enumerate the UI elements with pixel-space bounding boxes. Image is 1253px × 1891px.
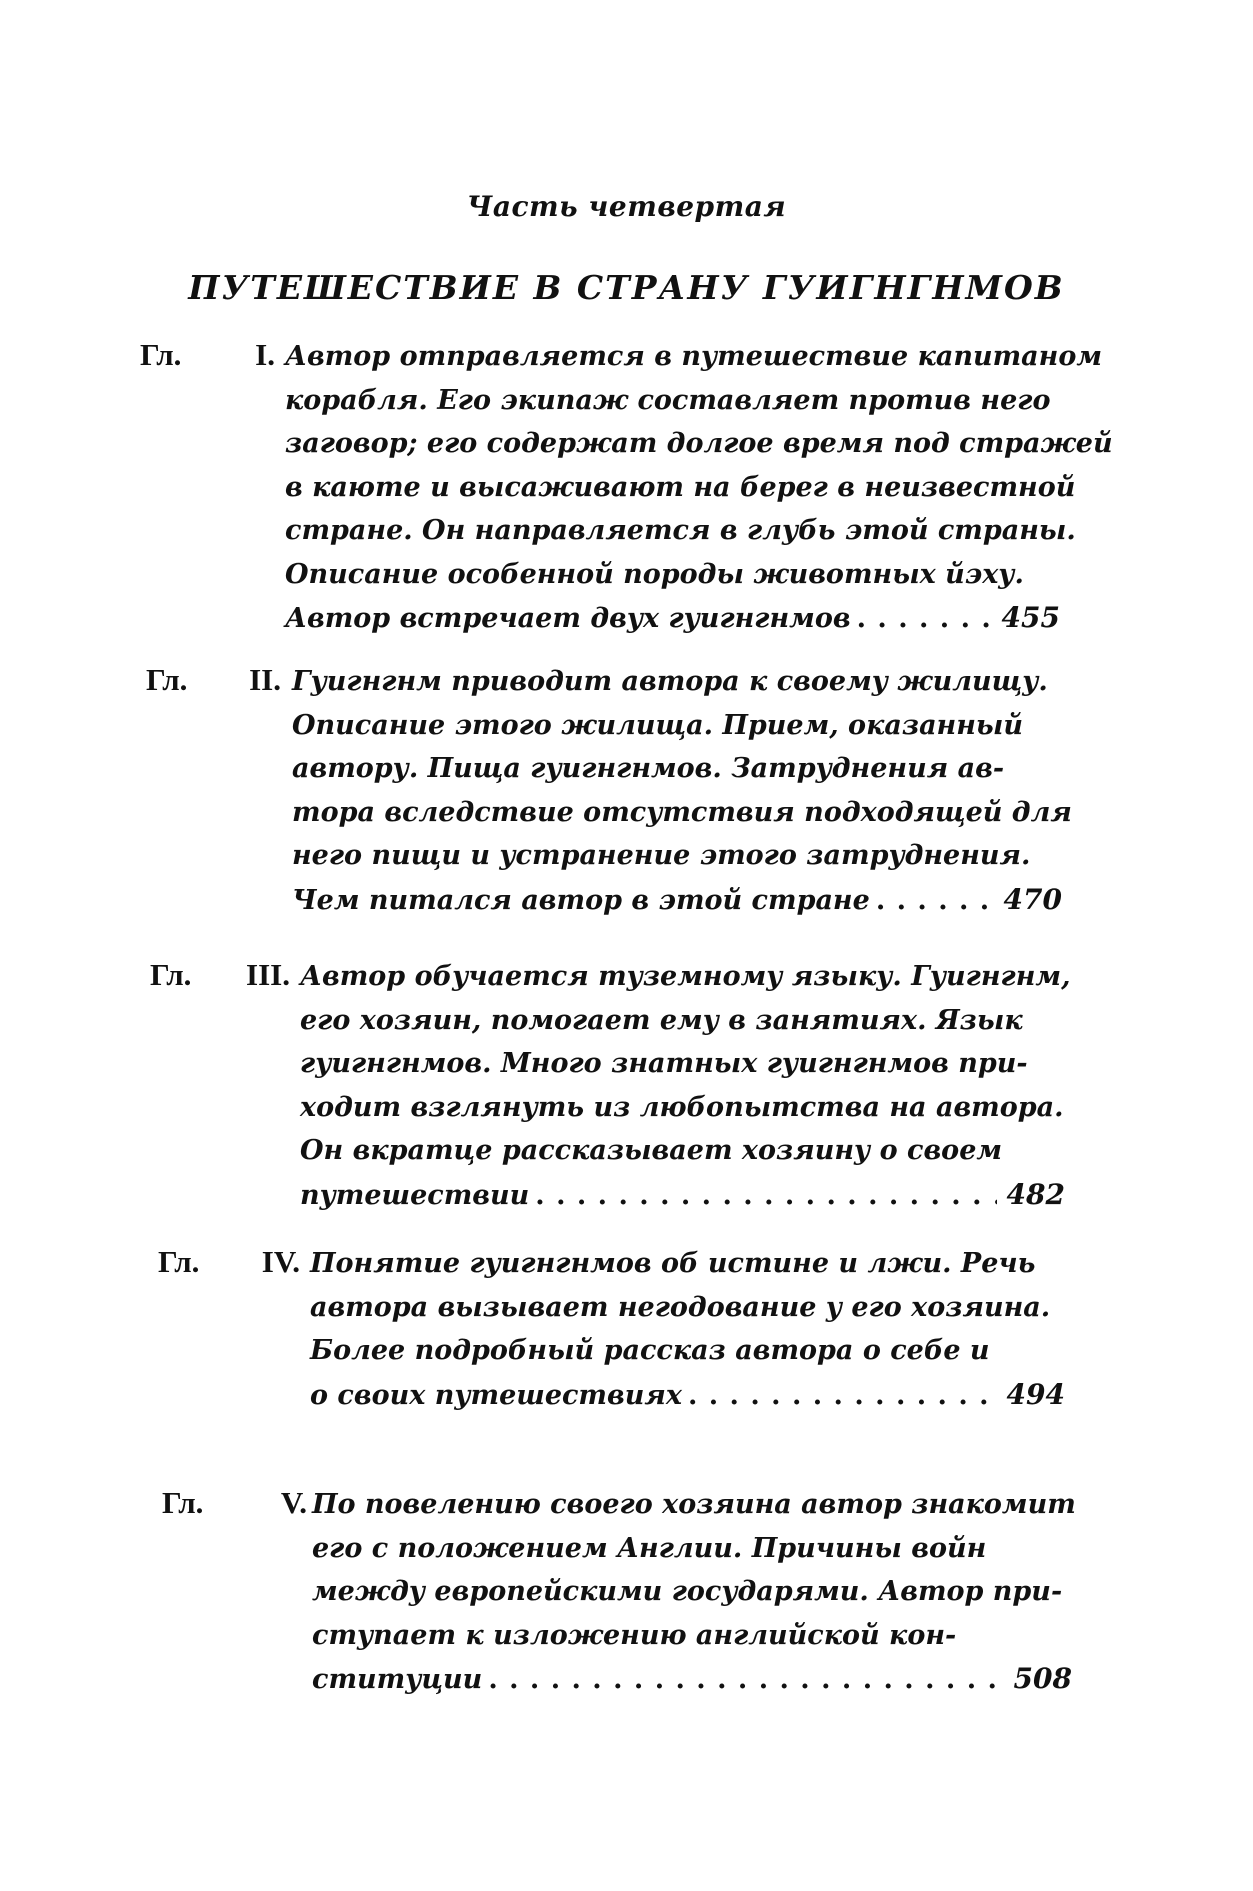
chapter-number: V. [280, 1485, 307, 1520]
summary-line: путешествии [300, 1179, 530, 1211]
summary-line: Чем питался автор в этой стране [292, 884, 870, 916]
chapter-number: III. [246, 957, 290, 992]
summary-last-line [312, 1657, 1072, 1702]
summary-line: гуигнгнмов. Много знатных гуигнгнмов при- [300, 1048, 1028, 1079]
summary-line: Автор встречает двух гуигнгнмов [285, 603, 851, 634]
summary-line: в каюте и высаживают на берег в неизвестной [285, 471, 1076, 503]
summary-line: него пищи и устранение этого затруднения. [292, 840, 1031, 871]
chapter-number: IV. [261, 1244, 300, 1279]
summary-line: заговор; его содержат долгое время под стражей [285, 428, 1113, 459]
dot-leader [488, 1658, 1003, 1702]
dot-leader [688, 1374, 997, 1418]
summary-last-line [292, 878, 1062, 923]
summary-line: ступает к изложению английской кон- [312, 1619, 957, 1651]
dot-leader [535, 1174, 996, 1218]
chapter-number: II. [249, 662, 281, 697]
summary-line: автору. Пища гуигнгнмов. Затруднения ав- [292, 753, 1005, 784]
dot-leader [857, 597, 992, 641]
summary-line: о своих путешествиях [310, 1379, 682, 1411]
summary-line: Описание особенной породы животных йэху. [285, 558, 1024, 590]
summary-last-line [310, 1373, 1065, 1418]
summary-last-line [285, 596, 1060, 641]
summary-line: Более подробный рассказ автора о себе и [310, 1335, 990, 1366]
summary-line: ституции [312, 1664, 483, 1695]
summary-line: его с положением Англии. Причины войн [312, 1532, 987, 1564]
summary-line: корабля. Его экипаж составляет против него [285, 384, 1051, 416]
summary-line: его хозяин, помогает ему в занятиях. Язык [300, 1004, 1023, 1036]
chapter-prefix: Гл. [150, 957, 192, 992]
chapter-prefix: Гл. [162, 1485, 204, 1520]
summary-line: стране. Он направляется в глубь этой страны. [285, 515, 1076, 546]
page-number: 470 [1003, 882, 1062, 916]
summary-line: Автор обучается туземному языку. Гуигнгнм, [300, 961, 1071, 992]
chapter-prefix: Гл. [146, 662, 188, 697]
chapter-summary [285, 335, 1113, 641]
page-number: 455 [1001, 601, 1060, 634]
chapter-prefix: Гл. [140, 337, 182, 372]
summary-line: тора вследствие отсутствия подходящей для [292, 796, 1072, 828]
chapter-number: I. [255, 337, 275, 372]
summary-line: Гуигнгнм приводит автора к своему жилищу. [292, 666, 1048, 697]
summary-line: Описание этого жилища. Прием, оказанный [292, 709, 1024, 741]
page-number: 508 [1013, 1662, 1072, 1695]
chapter-summary [292, 660, 1072, 922]
chapter-prefix: Гл. [158, 1244, 200, 1279]
summary-line: автора вызывает негодование у его хозяина. [310, 1291, 1051, 1323]
page-number: 494 [1006, 1377, 1065, 1411]
summary-line: ходит взглянуть из любопытства на автора. [300, 1091, 1064, 1123]
part-label: Часть четвертая [466, 190, 787, 223]
summary-line: Автор отправляется в путешествие капитаном [285, 341, 1103, 372]
summary-line: Он вкратце рассказывает хозяину о своем [300, 1135, 1003, 1166]
chapter-summary [312, 1483, 1076, 1702]
summary-last-line [300, 1173, 1065, 1218]
summary-line: Понятие гуигнгнмов об истине и лжи. Речь [310, 1248, 1036, 1279]
dot-leader [876, 879, 994, 923]
section-title: ПУТЕШЕСТВИЕ В СТРАНУ ГУИГНГНМОВ [188, 268, 1065, 307]
chapter-summary [310, 1242, 1065, 1417]
summary-line: между европейскими государями. Автор при- [312, 1576, 1063, 1607]
chapter-summary [300, 955, 1071, 1217]
page-number: 482 [1006, 1177, 1065, 1211]
summary-line: По повелению своего хозяина автор знакомит [312, 1489, 1076, 1520]
